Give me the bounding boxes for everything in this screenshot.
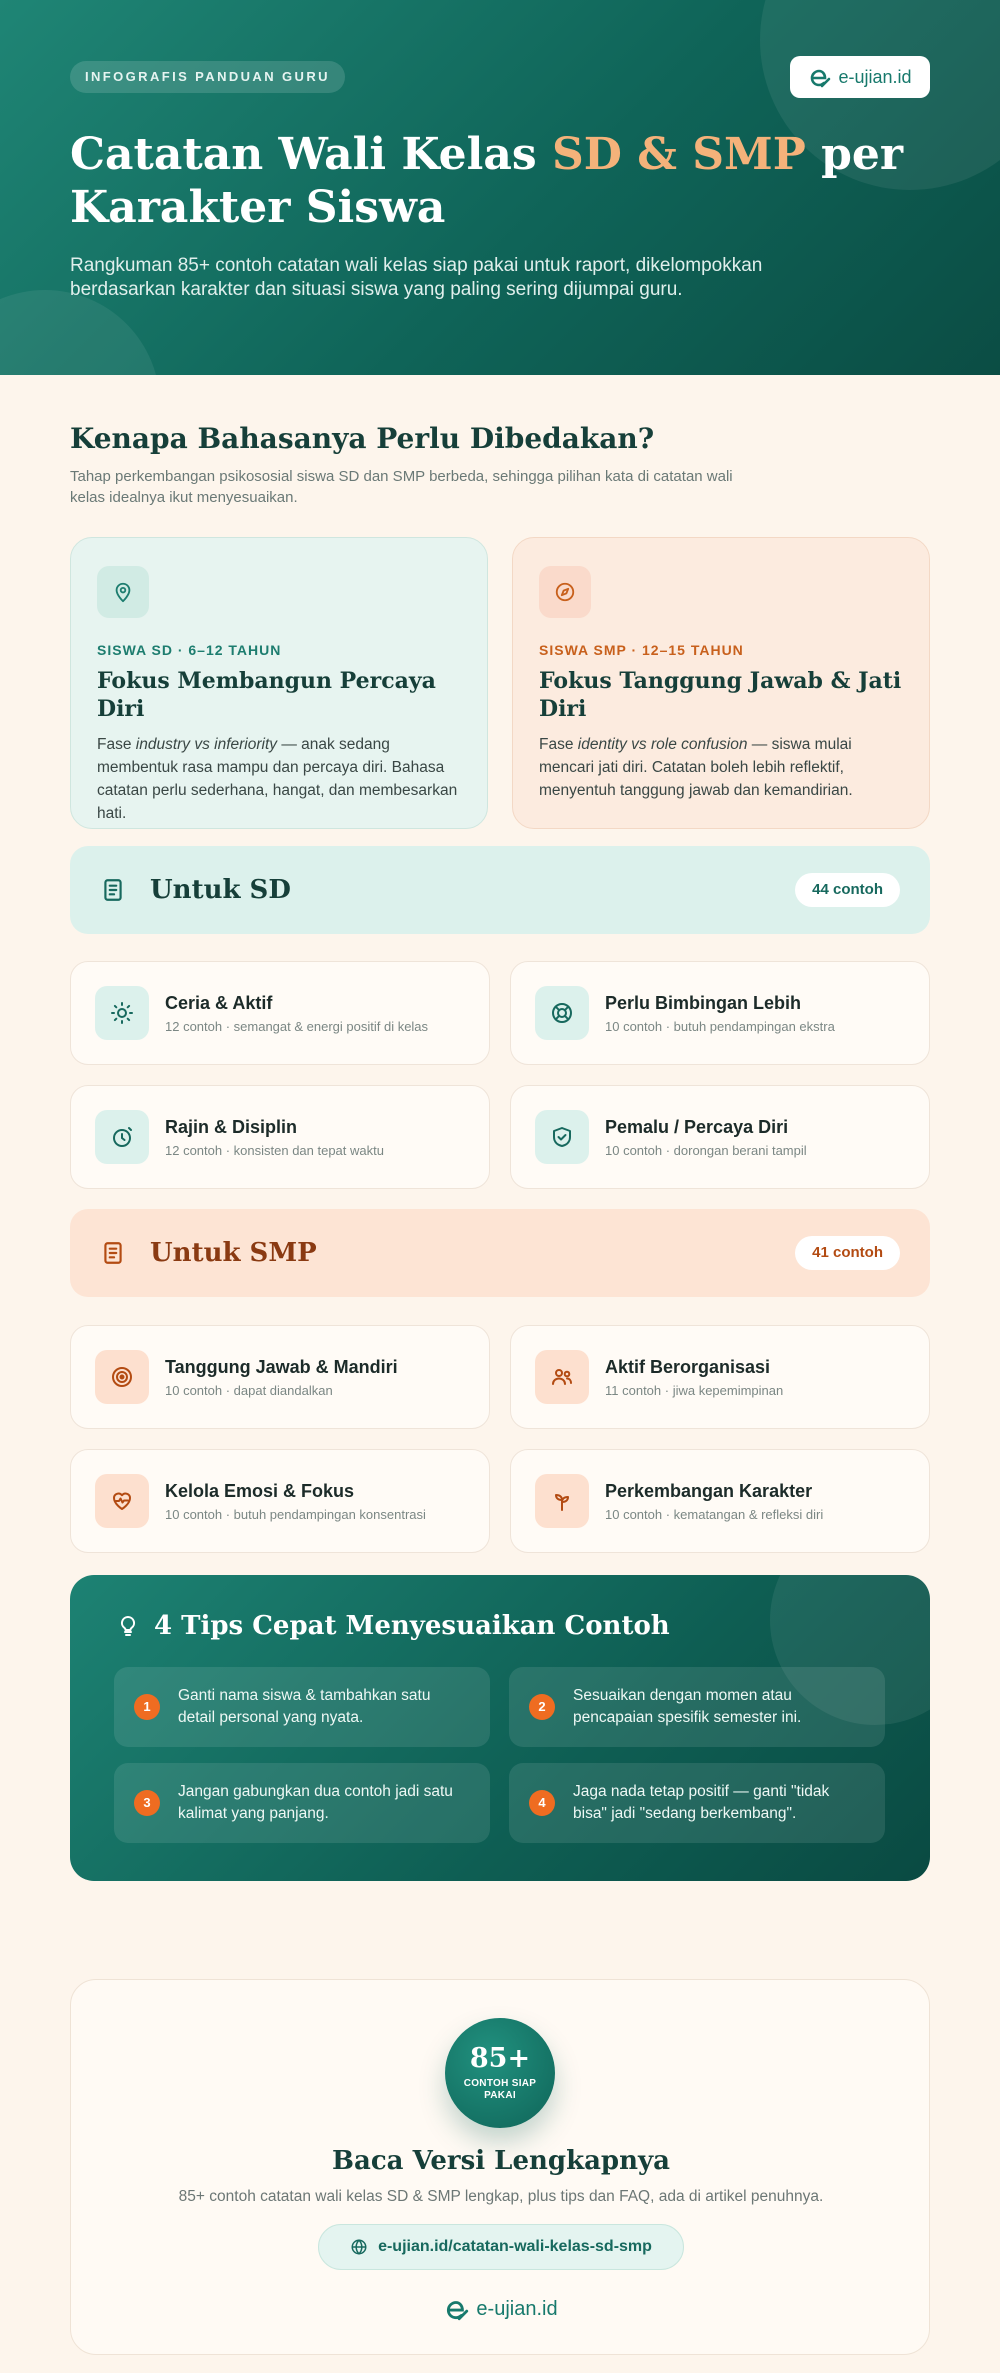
title-text: per Karakter Siswa bbox=[70, 129, 904, 233]
page-title bbox=[70, 128, 950, 234]
icon-box bbox=[535, 986, 589, 1040]
icon-box bbox=[95, 986, 149, 1040]
hero-intro: Rangkuman 85+ contoh catatan wali kelas siap pakai untuk raport, dikelompokkan berdasarkan karakter dan situasi siswa yang paling sering dijumpai guru. bbox=[70, 255, 763, 300]
category-name: Ceria & Aktif bbox=[165, 992, 273, 1013]
icon-box bbox=[535, 1110, 589, 1164]
cta-title: Baca Versi Lengkapnya bbox=[332, 2146, 670, 2176]
category-name: Perkembangan Karakter bbox=[605, 1480, 813, 1501]
icon-box bbox=[539, 566, 591, 618]
seal-number: 85+ bbox=[469, 2043, 531, 2074]
document-icon bbox=[100, 877, 126, 903]
stage-card-sd bbox=[70, 537, 488, 829]
tip-item bbox=[114, 1667, 490, 1747]
shield-check-icon bbox=[550, 1125, 574, 1149]
category-meta: 12 contoh · konsisten dan tepat waktu bbox=[165, 1142, 384, 1158]
stage-description bbox=[97, 733, 461, 825]
stage-tag: SISWA SMP · 12–15 TAHUN bbox=[539, 642, 744, 658]
category-meta: 10 contoh · dorongan berani tampil bbox=[605, 1142, 807, 1158]
group-title: Untuk SMP bbox=[150, 1238, 317, 1268]
section-subtitle: Tahap perkembangan psikososial siswa SD dan SMP berbeda, sehingga pilihan kata di catatan wali kelas idealnya ikut menyesuaikan. bbox=[70, 468, 733, 506]
cta-card bbox=[70, 1979, 930, 2355]
article-link[interactable] bbox=[318, 2224, 684, 2270]
tip-number: 3 bbox=[134, 1790, 160, 1816]
category-meta: 10 contoh · butuh pendampingan konsentrasi bbox=[165, 1506, 426, 1522]
icon-box bbox=[535, 1474, 589, 1528]
category-name: Pemalu / Percaya Diri bbox=[605, 1116, 789, 1137]
tip-item bbox=[509, 1667, 885, 1747]
category-card[interactable] bbox=[510, 1085, 930, 1189]
group-banner-sd bbox=[70, 846, 930, 934]
count-badge: 41 contoh bbox=[795, 1236, 900, 1270]
tips-header bbox=[116, 1611, 670, 1641]
tip-item bbox=[114, 1763, 490, 1843]
lightbulb-icon bbox=[116, 1614, 140, 1638]
category-card[interactable] bbox=[70, 1085, 490, 1189]
stage-description bbox=[539, 733, 903, 802]
desc-emphasis: industry vs inferiority bbox=[135, 736, 278, 753]
desc-text: Fase bbox=[97, 736, 136, 753]
icon-box bbox=[95, 1474, 149, 1528]
footer-brand-name: e-ujian.id bbox=[476, 2297, 558, 2320]
tip-text: Jaga nada tetap positif — ganti "tidak bisa" jadi "sedang berkembang". bbox=[573, 1783, 830, 1822]
tip-number: 4 bbox=[529, 1790, 555, 1816]
section-title: Kenapa Bahasanya Perlu Dibedakan? bbox=[70, 422, 655, 455]
seal-label: CONTOH SIAP PAKAI bbox=[463, 2078, 537, 2101]
title-highlight: SD & SMP bbox=[551, 129, 806, 180]
tip-text: Sesuaikan dengan momen atau pencapaian spesifik semester ini. bbox=[573, 1687, 802, 1726]
article-url: e-ujian.id/catatan-wali-kelas-sd-smp bbox=[378, 2238, 652, 2255]
cta-description: 85+ contoh catatan wali kelas SD & SMP lengkap, plus tips dan FAQ, ada di artikel penuhnya. bbox=[178, 2188, 824, 2205]
category-meta: 12 contoh · semangat & energi positif di kelas bbox=[165, 1018, 429, 1034]
category-meta: 11 contoh · jiwa kepemimpinan bbox=[605, 1382, 784, 1398]
sun-icon bbox=[110, 1001, 134, 1025]
compass-icon bbox=[554, 581, 576, 603]
category-name: Rajin & Disiplin bbox=[165, 1116, 298, 1137]
desc-emphasis: identity vs role confusion bbox=[577, 736, 748, 753]
category-name: Aktif Berorganisasi bbox=[605, 1356, 771, 1377]
title-text: Catatan Wali Kelas bbox=[70, 129, 552, 180]
icon-box bbox=[95, 1110, 149, 1164]
lifebuoy-icon bbox=[550, 1001, 574, 1025]
category-name: Perlu Bimbingan Lebih bbox=[605, 992, 802, 1013]
e-logo-icon bbox=[444, 2296, 470, 2322]
category-card[interactable] bbox=[70, 1325, 490, 1429]
category-name: Tanggung Jawab & Mandiri bbox=[165, 1356, 398, 1377]
category-card[interactable] bbox=[70, 1449, 490, 1553]
category-card[interactable] bbox=[510, 1449, 930, 1553]
stage-tag: SISWA SD · 6–12 TAHUN bbox=[97, 642, 282, 658]
category-meta: 10 contoh · dapat diandalkan bbox=[165, 1382, 333, 1398]
count-seal bbox=[445, 2018, 555, 2128]
map-pin-icon bbox=[112, 581, 134, 603]
desc-text: — anak sedang membentuk rasa mampu dan percaya diri. Bahasa catatan perlu sederhana, hangat, dan membesarkan hati. bbox=[97, 736, 458, 822]
brand-name: e-ujian.id bbox=[838, 66, 912, 87]
desc-text: — siswa mulai mencari jati diri. Catatan boleh lebih reflektif, menyentuh tanggung jawab dan kemandirian. bbox=[539, 736, 853, 799]
sprout-icon bbox=[550, 1489, 574, 1513]
tip-text: Ganti nama siswa & tambahkan satu detail personal yang nyata. bbox=[178, 1687, 431, 1726]
target-icon bbox=[110, 1365, 134, 1389]
category-card[interactable] bbox=[510, 961, 930, 1065]
decorative-circle bbox=[0, 290, 160, 375]
category-card[interactable] bbox=[70, 961, 490, 1065]
icon-box bbox=[95, 1350, 149, 1404]
brand-logo-link[interactable] bbox=[790, 56, 930, 98]
e-logo-icon bbox=[808, 65, 832, 89]
tip-item bbox=[509, 1763, 885, 1843]
count-badge: 44 contoh bbox=[795, 873, 900, 907]
tips-title: 4 Tips Cepat Menyesuaikan Contoh bbox=[154, 1611, 670, 1641]
users-icon bbox=[550, 1365, 574, 1389]
stage-title: Fokus Tanggung Jawab & Jati Diri bbox=[539, 668, 902, 722]
clock-icon bbox=[110, 1125, 134, 1149]
tip-number: 1 bbox=[134, 1694, 160, 1720]
icon-box bbox=[97, 566, 149, 618]
tip-number: 2 bbox=[529, 1694, 555, 1720]
category-name: Kelola Emosi & Fokus bbox=[165, 1480, 355, 1501]
document-icon bbox=[100, 1240, 126, 1266]
category-meta: 10 contoh · kematangan & refleksi diri bbox=[605, 1506, 824, 1522]
footer-brand bbox=[71, 2296, 931, 2322]
eyebrow-label: INFOGRAFIS PANDUAN GURU bbox=[70, 61, 345, 93]
hero-banner bbox=[0, 0, 1000, 375]
tips-panel bbox=[70, 1575, 930, 1881]
category-meta: 10 contoh · butuh pendampingan ekstra bbox=[605, 1018, 835, 1034]
category-card[interactable] bbox=[510, 1325, 930, 1429]
heart-pulse-icon bbox=[110, 1489, 134, 1513]
stage-title: Fokus Membangun Percaya Diri bbox=[97, 668, 436, 722]
icon-box bbox=[535, 1350, 589, 1404]
tip-text: Jangan gabungkan dua contoh jadi satu kalimat yang panjang. bbox=[178, 1783, 453, 1822]
stage-card-smp bbox=[512, 537, 930, 829]
group-banner-smp bbox=[70, 1209, 930, 1297]
globe-icon bbox=[350, 2238, 368, 2256]
desc-text: Fase bbox=[539, 736, 578, 753]
group-title: Untuk SD bbox=[150, 875, 291, 905]
